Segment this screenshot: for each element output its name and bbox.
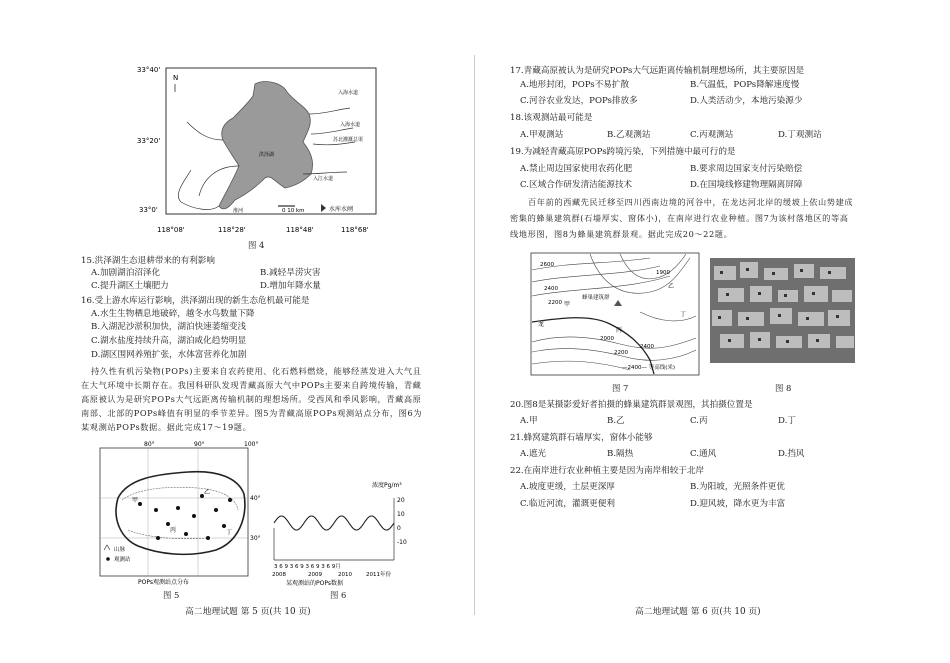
station-label: 丙 [170, 527, 177, 534]
question-20-option-d[interactable]: D.丁 [778, 416, 796, 426]
passage-line: 持久性有机污染物(POPs)主要来自农药使用、化石燃料燃烧，能够经蒸发进入大气且 [91, 366, 422, 376]
canal-label: 入江水道 [313, 176, 334, 182]
station-label: 乙 [204, 489, 211, 496]
y-tick: -10 [397, 539, 407, 546]
figure-8-photo [710, 258, 855, 363]
figure-6-pops-chart [266, 478, 416, 588]
chart-title: 某观测站的POPs数据 [286, 580, 343, 587]
question-22-option-a[interactable]: A.坡度更缓，土层更深厚 [520, 482, 615, 492]
question-17-stem: 17.青藏高原被认为是研究POPs大气远距离传输机制理想场所，其主要原因是 [510, 66, 805, 76]
question-17-option-b[interactable]: B.气温低，POPs降解速度慢 [690, 80, 800, 90]
question-20-option-c[interactable]: C.丙 [690, 416, 708, 426]
passage-line: 高原被认为是研究POPs大气远距离传输机制的理想场所。受西风和季风影响，青藏高原 [81, 394, 422, 404]
dam-legend: 水库水闸 [329, 206, 354, 213]
legend-mountain: 山脉 [114, 547, 126, 553]
question-16-option-a[interactable]: A.水生生物栖息地破碎，越冬水鸟数量下降 [91, 309, 255, 319]
map-title: POPs观测站点分布 [138, 579, 189, 586]
lon-label: 118°48' [286, 226, 314, 234]
question-15-stem: 15.洪泽湖生态退耕带来的有利影响 [81, 256, 215, 266]
point-label: 丁 [680, 311, 687, 318]
figure-8-caption: 图 8 [775, 383, 792, 393]
lat-label: 33°40' [137, 66, 161, 74]
lat-label: 33°0' [139, 206, 158, 214]
lon-label: 80° [144, 441, 155, 448]
question-19-option-c[interactable]: C.区域合作研发清洁能源技术 [520, 180, 633, 190]
year-label: 2008 [272, 572, 286, 578]
lat-label: 40° [250, 495, 261, 502]
question-18-option-d[interactable]: D.丁观测站 [778, 130, 822, 140]
question-15-option-a[interactable]: A.加剧湖泊沼泽化 [91, 268, 161, 278]
question-17-option-d[interactable]: D.人类活动少，本地污染源少 [690, 96, 803, 106]
question-20-option-b[interactable]: B.乙 [607, 416, 625, 426]
contour-label: 2400 [544, 286, 558, 292]
question-16-option-d[interactable]: D.湖区围网养殖扩张，水体富营养化加剧 [91, 350, 247, 360]
building-label: 蜂巢建筑群 [582, 295, 610, 301]
river-label: 淮河 [233, 208, 244, 214]
figure-5-caption: 图 5 [163, 590, 180, 600]
canal-label: 入海水道 [338, 90, 359, 96]
contour-label: 2400 [640, 344, 654, 350]
question-20-option-a[interactable]: A.甲 [520, 416, 538, 426]
figure-5-station-map [98, 438, 270, 588]
lon-label: 90° [194, 441, 205, 448]
passage-line: 百年前的西藏先民迁移至四川西南边境的河谷中，在龙达河北岸的缓坡上依山势建成 [528, 197, 854, 207]
passage-line: 线地形图，图8为蜂巢建筑群景观。据此完成20～22题。 [510, 229, 733, 239]
question-16-option-c[interactable]: C.湖水盐度持续升高，湖泊咸化趋势明显 [91, 336, 247, 346]
question-22-option-b[interactable]: B.为阳坡，光照条件更优 [690, 482, 785, 492]
question-17-option-a[interactable]: A.地形封闭，POPs不易扩散 [520, 80, 630, 90]
year-label: 2011年份 [366, 572, 391, 578]
question-17-option-c[interactable]: C.河谷农业发达，POPs排放多 [520, 96, 638, 106]
passage-line: 在大气环境中长期存在。我国科研队发现青藏高原大气中POPs主要来自跨境传输，青藏 [81, 380, 422, 390]
station-label: 丁 [226, 529, 233, 536]
question-15-option-b[interactable]: B.减轻旱涝灾害 [260, 268, 321, 278]
question-21-option-c[interactable]: C.通风 [690, 449, 717, 459]
scale-bar: 0 10 km [282, 208, 305, 214]
question-19-stem: 19.为减轻青藏高原POPs跨境污染，下列措施中最可行的是 [510, 147, 736, 157]
y-tick: 10 [397, 511, 405, 518]
y-tick: 20 [397, 497, 405, 504]
question-22-option-d[interactable]: D.迎风坡，降水更为丰富 [690, 499, 786, 509]
question-16-stem: 16.受上游水库运行影响，洪泽湖出现的新生态危机最可能是 [81, 296, 310, 306]
pops-curve [274, 516, 394, 530]
lat-label: 30° [250, 535, 261, 542]
contour-label: 2600 [540, 262, 554, 268]
passage-line: 南部、北部的POPs峰值有明显的季节差异。图5为青藏高原POPs观测站点分布，图6为 [81, 408, 423, 418]
lon-label: 118°28' [218, 226, 246, 234]
river-label: 龙 [538, 321, 545, 328]
canal-label: 入海水道 [340, 122, 361, 128]
contour-label: 2200 [548, 300, 562, 306]
station-label: 甲 [132, 497, 139, 504]
contour-label: 1900 [656, 270, 670, 276]
passage-line: 密集的蜂巢建筑群(石墙厚实、窗体小)，在南岸进行农业种植。图7为该村落地区的等高 [510, 213, 849, 223]
north-arrow: N [173, 74, 179, 82]
question-19-option-d[interactable]: D.在国境线修建物理隔离屏障 [690, 180, 803, 190]
question-19-option-a[interactable]: A.禁止周边国家使用农药化肥 [520, 164, 633, 174]
lon-label: 118°68' [341, 226, 369, 234]
question-18-option-a[interactable]: A.甲观测站 [520, 130, 564, 140]
year-label: 2010 [338, 572, 352, 578]
month-ticks: 3 6 9 3 6 9 3 6 9 3 6 9月 [274, 564, 341, 570]
question-18-option-c[interactable]: C.丙观测站 [690, 130, 734, 140]
question-21-option-b[interactable]: B.隔热 [607, 449, 634, 459]
question-19-option-b[interactable]: B.要求周边国家支付污染赔偿 [690, 164, 803, 174]
question-21-option-d[interactable]: D.挡风 [778, 449, 805, 459]
question-16-option-b[interactable]: B.入湖泥沙淤积加快，湖泊快速萎缩变浅 [91, 322, 247, 332]
point-label: 乙 [668, 283, 675, 290]
question-18-option-b[interactable]: B.乙观测站 [607, 130, 651, 140]
year-label: 2009 [308, 572, 322, 578]
lon-label: 118°08' [157, 226, 185, 234]
contour-label: 2200 [614, 350, 628, 356]
canal-label: 苏北灌溉总渠 [333, 137, 364, 143]
y-axis-title: 浓度Pg/m³ [372, 482, 402, 489]
question-15-option-d[interactable]: D.增加年降水量 [260, 281, 321, 291]
figure-7-contour-map [530, 252, 700, 376]
question-21-stem: 21.蜂窝建筑群石墙厚实，窗体小能够 [510, 433, 653, 443]
point-label: 甲 [564, 301, 571, 308]
page-footer: 高二地理试题 第 6 页(共 10 页) [635, 607, 761, 617]
lake-label: 洪泽湖 [259, 152, 275, 158]
page-footer: 高二地理试题 第 5 页(共 10 页) [185, 607, 311, 617]
question-22-stem: 22.在南岸进行农业种植主要是因为南岸相较于北岸 [510, 466, 705, 476]
question-18-stem: 18.该观测站最可能是 [510, 113, 593, 123]
passage-line: 某观测站POPs数据。据此完成17～19题。 [81, 422, 252, 432]
contour-legend: —2400— 等高线(米) [622, 365, 676, 371]
figure-4-lake-map [135, 62, 385, 242]
lat-label: 33°20' [137, 137, 161, 145]
lon-label: 100° [244, 441, 259, 448]
question-15-option-c[interactable]: C.提升湖区土壤肥力 [91, 281, 169, 291]
figure-6-caption: 图 6 [330, 590, 347, 600]
figure-4-caption: 图 4 [248, 240, 265, 250]
figure-7-caption: 图 7 [612, 383, 629, 393]
y-tick: 0 [397, 525, 401, 532]
question-22-option-c[interactable]: C.临近河流，灌溉更便利 [520, 499, 615, 509]
point-label: 丙 [616, 327, 623, 334]
question-20-stem: 20.图8是某摄影爱好者拍摄的蜂巢建筑群景观图，其拍摄位置是 [510, 400, 753, 410]
contour-label: 2000 [600, 336, 614, 342]
legend-station: 观测站 [114, 557, 131, 563]
question-21-option-a[interactable]: A.遮光 [520, 449, 547, 459]
